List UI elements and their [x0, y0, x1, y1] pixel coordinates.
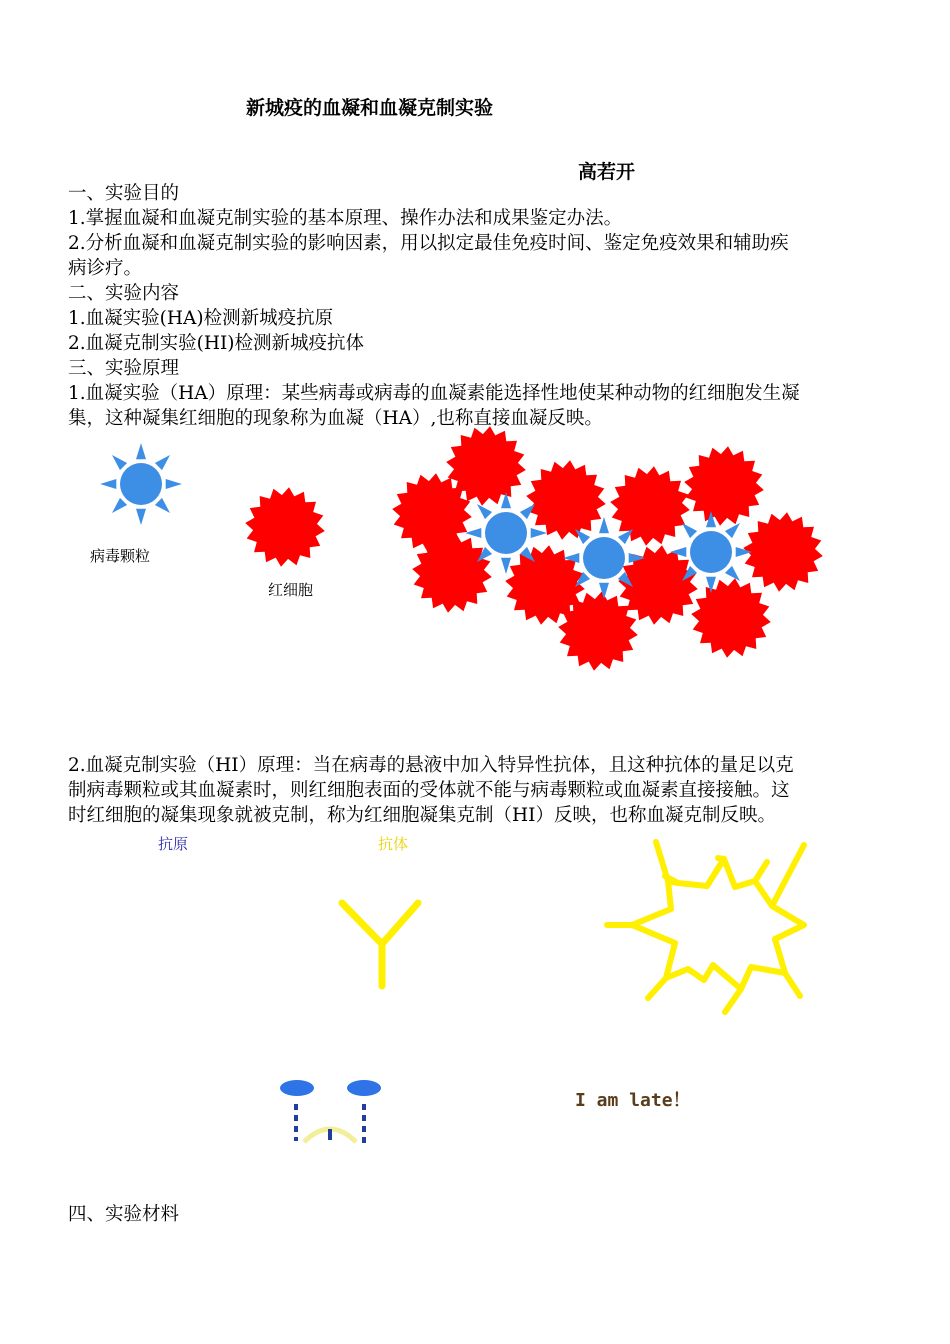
antibody-coated-cell — [607, 842, 804, 1012]
section-heading-principle: 三、实验原理 — [68, 358, 180, 379]
author-name: 高若开 — [578, 161, 636, 183]
speech-text: I am late！ — [575, 1090, 691, 1111]
purpose-item-1: 1.掌握血凝和血凝克制实验的基本原理、操作办法和成果鉴定办法。 — [68, 208, 623, 229]
section-heading-purpose: 一、实验目的 — [68, 183, 180, 204]
principle-ha-line-2: 集，这种凝集红细胞的现象称为血凝（HA）,也称直接血凝反映。 — [68, 408, 603, 429]
principle-hi-line-1: 2.血凝克制实验（HI）原理：当在病毒的悬液中加入特异性抗体，且这种抗体的量足以克 — [68, 755, 794, 776]
purpose-item-2-line-2: 病诊疗。 — [68, 258, 143, 279]
agglutinated-red-cell — [526, 460, 606, 540]
agglutinated-red-cell — [684, 446, 764, 526]
content-item-1: 1.血凝实验(HA)检测新城疫抗原 — [68, 308, 334, 329]
hemagglutination-figure — [100, 426, 823, 671]
agglutinated-red-cell — [691, 578, 771, 658]
antigen-label: 抗原 — [158, 835, 189, 853]
antibody-y-shape — [342, 903, 418, 986]
red-blood-cell-example — [245, 487, 325, 567]
principle-hi-line-3: 时红细胞的凝集现象就被克制，称为红细胞凝集克制（HI）反映，也称血凝克制反映。 — [68, 805, 776, 826]
inhibition-figure — [280, 842, 804, 1146]
agglutinating-virus — [563, 517, 645, 599]
sad-face-icon — [280, 1080, 381, 1146]
principle-ha-line-1: 1.血凝实验（HA）原理：某些病毒或病毒的血凝素能选择性地使某种动物的红细胞发生凝 — [68, 383, 800, 404]
principle-hi-line-2: 制病毒颗粒或其血凝素时，则红细胞表面的受体就不能与病毒颗粒或血凝素直接接触。这 — [68, 780, 790, 801]
content-item-2: 2.血凝克制实验(HI)检测新城疫抗体 — [68, 333, 365, 354]
virus-particle-example — [100, 443, 182, 525]
purpose-item-2-line-1: 2.分析血凝和血凝克制实验的影响因素，用以拟定最佳免疫时间、鉴定免疫效果和辅助疾 — [68, 233, 789, 254]
antibody-label: 抗体 — [378, 835, 409, 853]
agglutinating-virus — [465, 492, 547, 574]
agglutinating-virus — [670, 511, 752, 593]
agglutinated-red-cell — [610, 466, 690, 546]
agglutinated-red-cell — [743, 512, 823, 592]
virus-particle-label: 病毒颗粒 — [90, 547, 151, 565]
section-heading-materials: 四、实验材料 — [68, 1204, 180, 1225]
section-heading-content: 二、实验内容 — [68, 283, 180, 304]
red-blood-cell-label: 红细胞 — [268, 581, 314, 599]
document-title: 新城疫的血凝和血凝克制实验 — [246, 97, 494, 119]
